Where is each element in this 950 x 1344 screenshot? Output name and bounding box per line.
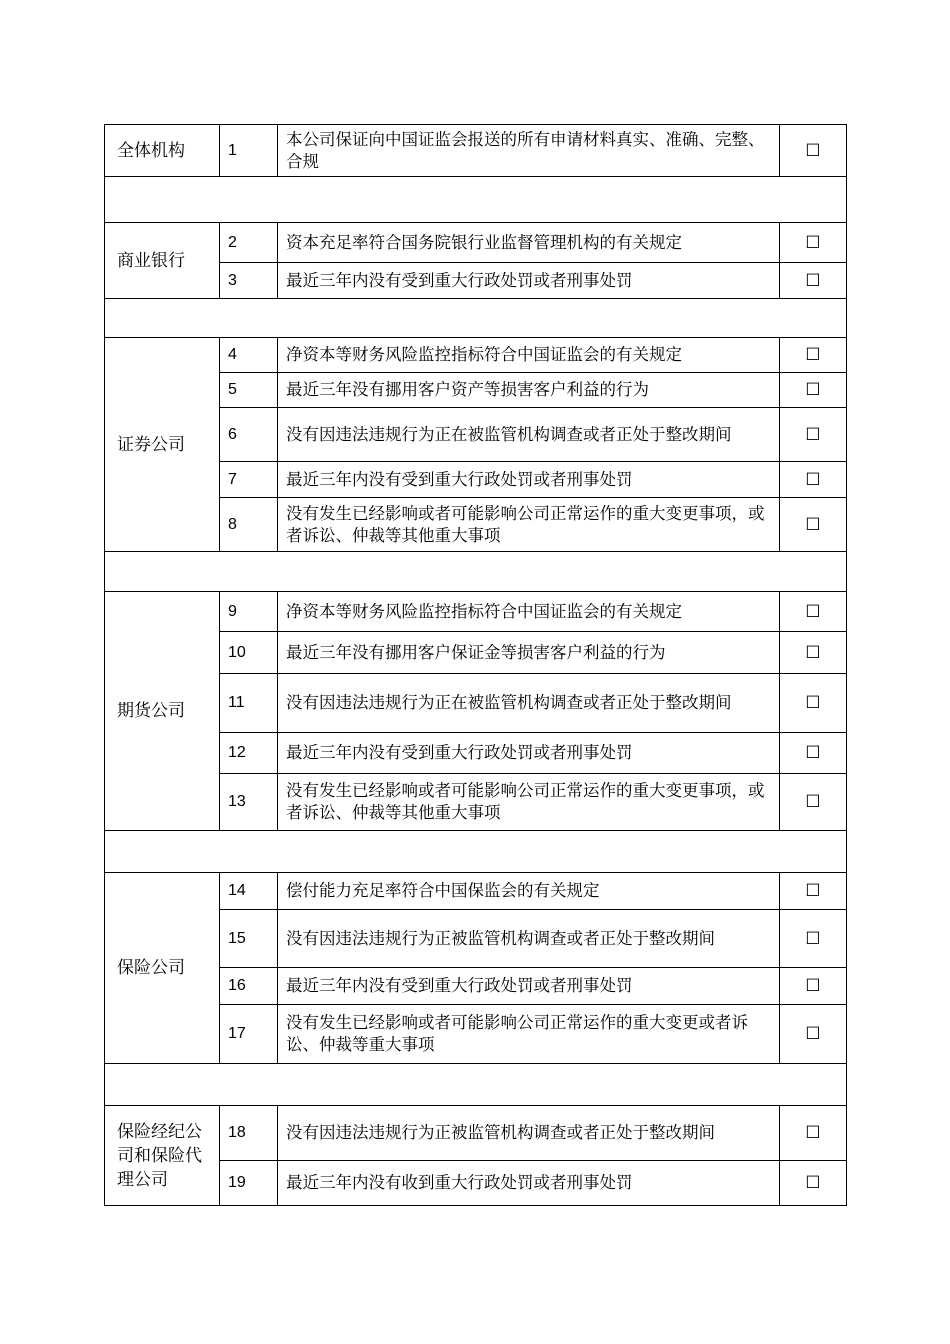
item-number: 7 xyxy=(220,462,278,498)
checkbox[interactable]: ☐ xyxy=(780,873,847,910)
checkbox[interactable]: ☐ xyxy=(780,592,847,632)
checkbox[interactable]: ☐ xyxy=(780,910,847,968)
item-number: 6 xyxy=(220,408,278,462)
table-row xyxy=(105,592,847,632)
item-number: 17 xyxy=(220,1005,278,1064)
checkbox[interactable]: ☐ xyxy=(780,1161,847,1206)
item-number: 14 xyxy=(220,873,278,910)
item-number: 12 xyxy=(220,733,278,774)
separator-row xyxy=(105,299,847,338)
item-text: 最近三年内没有收到重大行政处罚或者刑事处罚 xyxy=(278,1161,780,1206)
item-number: 3 xyxy=(220,263,278,299)
item-text: 没有因违法违规行为正被监管机构调查或者正处于整改期间 xyxy=(278,910,780,968)
item-number: 18 xyxy=(220,1106,278,1161)
table-row xyxy=(105,338,847,373)
category-insurance-company: 保险公司 xyxy=(105,873,220,1064)
checkbox[interactable]: ☐ xyxy=(780,1106,847,1161)
checkbox[interactable]: ☐ xyxy=(780,223,847,263)
item-text: 没有发生已经影响或者可能影响公司正常运作的重大变更事项，或者诉讼、仲裁等其他重大事项 xyxy=(278,774,780,831)
item-number: 9 xyxy=(220,592,278,632)
separator-row xyxy=(105,177,847,223)
checkbox[interactable]: ☐ xyxy=(780,1005,847,1064)
item-text: 净资本等财务风险监控指标符合中国证监会的有关规定 xyxy=(278,338,780,373)
item-text: 最近三年内没有受到重大行政处罚或者刑事处罚 xyxy=(278,263,780,299)
item-text: 没有因违法违规行为正在被监管机构调查或者正处于整改期间 xyxy=(278,674,780,733)
item-number: 13 xyxy=(220,774,278,831)
checkbox[interactable]: ☐ xyxy=(780,462,847,498)
table-row xyxy=(105,1106,847,1161)
item-text: 偿付能力充足率符合中国保监会的有关规定 xyxy=(278,873,780,910)
item-number: 5 xyxy=(220,373,278,408)
item-text: 没有发生已经影响或者可能影响公司正常运作的重大变更事项，或者诉讼、仲裁等其他重大事项 xyxy=(278,498,780,552)
item-number: 1 xyxy=(220,125,278,177)
separator-row xyxy=(105,1064,847,1106)
item-number: 11 xyxy=(220,674,278,733)
checkbox[interactable]: ☐ xyxy=(780,498,847,552)
checkbox[interactable]: ☐ xyxy=(780,263,847,299)
item-number: 10 xyxy=(220,632,278,674)
institution-checklist-table xyxy=(104,124,847,1206)
category-insurance-broker-agent: 保险经纪公司和保险代理公司 xyxy=(105,1106,220,1206)
separator-row xyxy=(105,552,847,592)
item-text: 没有发生已经影响或者可能影响公司正常运作的重大变更或者诉讼、仲裁等重大事项 xyxy=(278,1005,780,1064)
category-commercial-bank: 商业银行 xyxy=(105,223,220,299)
item-text: 本公司保证向中国证监会报送的所有申请材料真实、准确、完整、合规 xyxy=(278,125,780,177)
item-text: 最近三年内没有受到重大行政处罚或者刑事处罚 xyxy=(278,733,780,774)
table-row xyxy=(105,223,847,263)
item-number: 19 xyxy=(220,1161,278,1206)
category-all-institutions: 全体机构 xyxy=(105,125,220,177)
checkbox[interactable]: ☐ xyxy=(780,338,847,373)
item-text: 资本充足率符合国务院银行业监督管理机构的有关规定 xyxy=(278,223,780,263)
item-number: 2 xyxy=(220,223,278,263)
item-text: 最近三年没有挪用客户保证金等损害客户利益的行为 xyxy=(278,632,780,674)
item-text: 最近三年内没有受到重大行政处罚或者刑事处罚 xyxy=(278,968,780,1005)
category-futures-company: 期货公司 xyxy=(105,592,220,831)
item-number: 8 xyxy=(220,498,278,552)
item-text: 没有因违法违规行为正被监管机构调查或者正处于整改期间 xyxy=(278,1106,780,1161)
item-text: 没有因违法违规行为正在被监管机构调查或者正处于整改期间 xyxy=(278,408,780,462)
item-text: 最近三年没有挪用客户资产等损害客户利益的行为 xyxy=(278,373,780,408)
checkbox[interactable]: ☐ xyxy=(780,632,847,674)
item-number: 15 xyxy=(220,910,278,968)
checkbox[interactable]: ☐ xyxy=(780,774,847,831)
category-securities-company: 证券公司 xyxy=(105,338,220,552)
item-number: 4 xyxy=(220,338,278,373)
table-row xyxy=(105,873,847,910)
checkbox[interactable]: ☐ xyxy=(780,674,847,733)
checkbox[interactable]: ☐ xyxy=(780,968,847,1005)
separator-row xyxy=(105,831,847,873)
item-text: 最近三年内没有受到重大行政处罚或者刑事处罚 xyxy=(278,462,780,498)
item-number: 16 xyxy=(220,968,278,1005)
table-row xyxy=(105,125,847,177)
checkbox[interactable]: ☐ xyxy=(780,125,847,177)
item-text: 净资本等财务风险监控指标符合中国证监会的有关规定 xyxy=(278,592,780,632)
checkbox[interactable]: ☐ xyxy=(780,733,847,774)
checkbox[interactable]: ☐ xyxy=(780,373,847,408)
checkbox[interactable]: ☐ xyxy=(780,408,847,462)
